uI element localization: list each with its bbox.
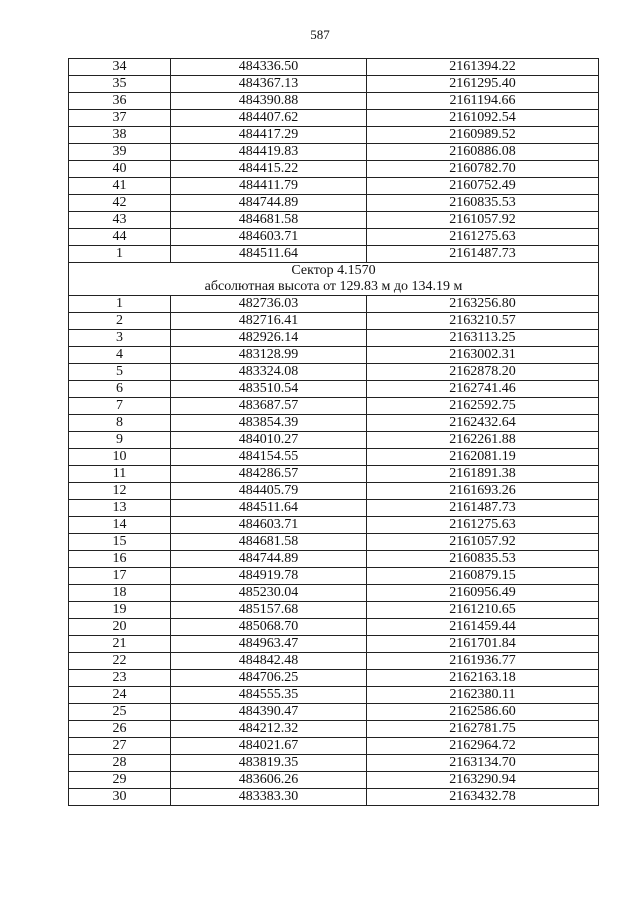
coordinate-x: 482926.14 [171,330,367,347]
coordinate-x: 484407.62 [171,110,367,127]
table-row [69,653,599,670]
coordinate-x: 482716.41 [171,313,367,330]
point-number: 27 [69,738,171,755]
coordinate-y: 2162586.60 [367,704,599,721]
table-row [69,704,599,721]
coordinate-y: 2161295.40 [367,76,599,93]
coordinate-y: 2162781.75 [367,721,599,738]
coordinate-x: 484417.29 [171,127,367,144]
table-row [69,738,599,755]
coordinate-x: 484367.13 [171,76,367,93]
coordinate-y: 2162964.72 [367,738,599,755]
point-number: 5 [69,364,171,381]
table-row [69,246,599,263]
table-row [69,602,599,619]
table-row [69,687,599,704]
table-row [69,93,599,110]
point-number: 18 [69,585,171,602]
point-number: 44 [69,229,171,246]
point-number: 4 [69,347,171,364]
coordinate-x: 485157.68 [171,602,367,619]
coordinate-x: 484842.48 [171,653,367,670]
point-number: 22 [69,653,171,670]
table-row [69,110,599,127]
table-row [69,381,599,398]
table-row [69,449,599,466]
coordinate-y: 2160835.53 [367,551,599,568]
coordinate-x: 483383.30 [171,789,367,806]
coordinate-x: 484511.64 [171,500,367,517]
coordinate-y: 2161891.38 [367,466,599,483]
coordinate-y: 2160752.49 [367,178,599,195]
coordinate-y: 2161693.26 [367,483,599,500]
coordinate-y: 2163210.57 [367,313,599,330]
coordinate-y: 2161092.54 [367,110,599,127]
point-number: 25 [69,704,171,721]
coordinate-x: 485068.70 [171,619,367,636]
coordinate-y: 2160782.70 [367,161,599,178]
coordinate-x: 484511.64 [171,246,367,263]
table-row [69,127,599,144]
coordinate-x: 484405.79 [171,483,367,500]
coordinate-y: 2162878.20 [367,364,599,381]
sector-header-row [69,263,599,296]
coordinate-y: 2163432.78 [367,789,599,806]
coordinate-x: 484415.22 [171,161,367,178]
table-row [69,619,599,636]
point-number: 38 [69,127,171,144]
coordinate-y: 2162592.75 [367,398,599,415]
table-row [69,415,599,432]
point-number: 24 [69,687,171,704]
coordinate-y: 2162163.18 [367,670,599,687]
coordinate-x: 483606.26 [171,772,367,789]
coordinate-x: 483128.99 [171,347,367,364]
coordinate-y: 2162380.11 [367,687,599,704]
point-number: 7 [69,398,171,415]
coordinate-x: 484744.89 [171,551,367,568]
table-row [69,670,599,687]
table-row [69,483,599,500]
point-number: 1 [69,246,171,263]
coordinate-x: 483687.57 [171,398,367,415]
rows-before [69,59,599,263]
point-number: 30 [69,789,171,806]
coordinate-y: 2161487.73 [367,246,599,263]
coordinate-x: 483324.08 [171,364,367,381]
coordinate-y: 2160879.15 [367,568,599,585]
coordinate-y: 2163002.31 [367,347,599,364]
coordinate-x: 484154.55 [171,449,367,466]
point-number: 10 [69,449,171,466]
coordinate-x: 482736.03 [171,296,367,313]
coordinate-y: 2161394.22 [367,59,599,76]
coordinate-x: 483819.35 [171,755,367,772]
table-row [69,772,599,789]
coordinate-x: 483510.54 [171,381,367,398]
point-number: 37 [69,110,171,127]
coordinate-y: 2163113.25 [367,330,599,347]
coordinate-y: 2162432.64 [367,415,599,432]
table-row [69,585,599,602]
coordinates-table [68,58,599,806]
coordinate-y: 2162261.88 [367,432,599,449]
coordinate-x: 484706.25 [171,670,367,687]
point-number: 39 [69,144,171,161]
point-number: 2 [69,313,171,330]
point-number: 20 [69,619,171,636]
coordinate-y: 2160956.49 [367,585,599,602]
coordinate-y: 2161275.63 [367,517,599,534]
sector-header-cell [69,263,599,296]
coordinate-x: 484919.78 [171,568,367,585]
table-row [69,551,599,568]
point-number: 26 [69,721,171,738]
coordinate-x: 484419.83 [171,144,367,161]
coordinate-x: 484681.58 [171,534,367,551]
table-row [69,534,599,551]
coordinate-y: 2162081.19 [367,449,599,466]
point-number: 43 [69,212,171,229]
table-row [69,517,599,534]
point-number: 34 [69,59,171,76]
sector-title: Сектор 4.1570 [291,263,376,278]
table-row [69,161,599,178]
table-row [69,636,599,653]
coordinate-y: 2161459.44 [367,619,599,636]
table-row [69,755,599,772]
table-row [69,721,599,738]
coordinate-y: 2161936.77 [367,653,599,670]
coordinate-y: 2163134.70 [367,755,599,772]
point-number: 3 [69,330,171,347]
table-row [69,398,599,415]
table-row [69,212,599,229]
page-number: 587 [310,27,330,42]
coordinate-y: 2161057.92 [367,212,599,229]
coordinate-x: 485230.04 [171,585,367,602]
table-row [69,144,599,161]
coordinate-x: 484681.58 [171,212,367,229]
point-number: 35 [69,76,171,93]
coordinate-x: 484390.88 [171,93,367,110]
point-number: 16 [69,551,171,568]
point-number: 40 [69,161,171,178]
point-number: 19 [69,602,171,619]
table-row [69,568,599,585]
point-number: 8 [69,415,171,432]
table-row [69,178,599,195]
coordinate-y: 2160835.53 [367,195,599,212]
coordinate-x: 484021.67 [171,738,367,755]
sector-subtitle: абсолютная высота от 129.83 м до 134.19 м [204,279,463,294]
table-row [69,229,599,246]
coordinate-x: 484963.47 [171,636,367,653]
coordinate-y: 2161701.84 [367,636,599,653]
table-row [69,789,599,806]
coordinate-x: 483854.39 [171,415,367,432]
point-number: 28 [69,755,171,772]
point-number: 13 [69,500,171,517]
point-number: 23 [69,670,171,687]
coordinate-y: 2161210.65 [367,602,599,619]
coordinate-x: 484286.57 [171,466,367,483]
table-row [69,76,599,93]
point-number: 36 [69,93,171,110]
point-number: 12 [69,483,171,500]
table-row [69,500,599,517]
point-number: 17 [69,568,171,585]
table-row [69,296,599,313]
point-number: 9 [69,432,171,449]
rows-after [69,296,599,806]
coordinate-x: 484603.71 [171,229,367,246]
coordinate-y: 2163290.94 [367,772,599,789]
point-number: 15 [69,534,171,551]
coordinate-x: 484603.71 [171,517,367,534]
table-row [69,313,599,330]
table-row [69,330,599,347]
sector-header [69,263,599,296]
table-row [69,59,599,76]
point-number: 11 [69,466,171,483]
coordinate-y: 2163256.80 [367,296,599,313]
table-row [69,432,599,449]
coordinate-x: 484555.35 [171,687,367,704]
point-number: 14 [69,517,171,534]
coordinate-x: 484744.89 [171,195,367,212]
coordinate-x: 484212.32 [171,721,367,738]
coordinate-y: 2161194.66 [367,93,599,110]
coordinate-x: 484010.27 [171,432,367,449]
coordinate-y: 2161487.73 [367,500,599,517]
table-row [69,466,599,483]
point-number: 29 [69,772,171,789]
table-row [69,347,599,364]
coordinate-x: 484336.50 [171,59,367,76]
coordinate-y: 2160989.52 [367,127,599,144]
table-row [69,364,599,381]
coordinate-x: 484390.47 [171,704,367,721]
point-number: 1 [69,296,171,313]
coordinate-x: 484411.79 [171,178,367,195]
point-number: 6 [69,381,171,398]
coordinate-y: 2160886.08 [367,144,599,161]
point-number: 41 [69,178,171,195]
coordinate-y: 2161057.92 [367,534,599,551]
point-number: 21 [69,636,171,653]
table-row [69,195,599,212]
point-number: 42 [69,195,171,212]
coordinate-y: 2161275.63 [367,229,599,246]
coordinate-y: 2162741.46 [367,381,599,398]
